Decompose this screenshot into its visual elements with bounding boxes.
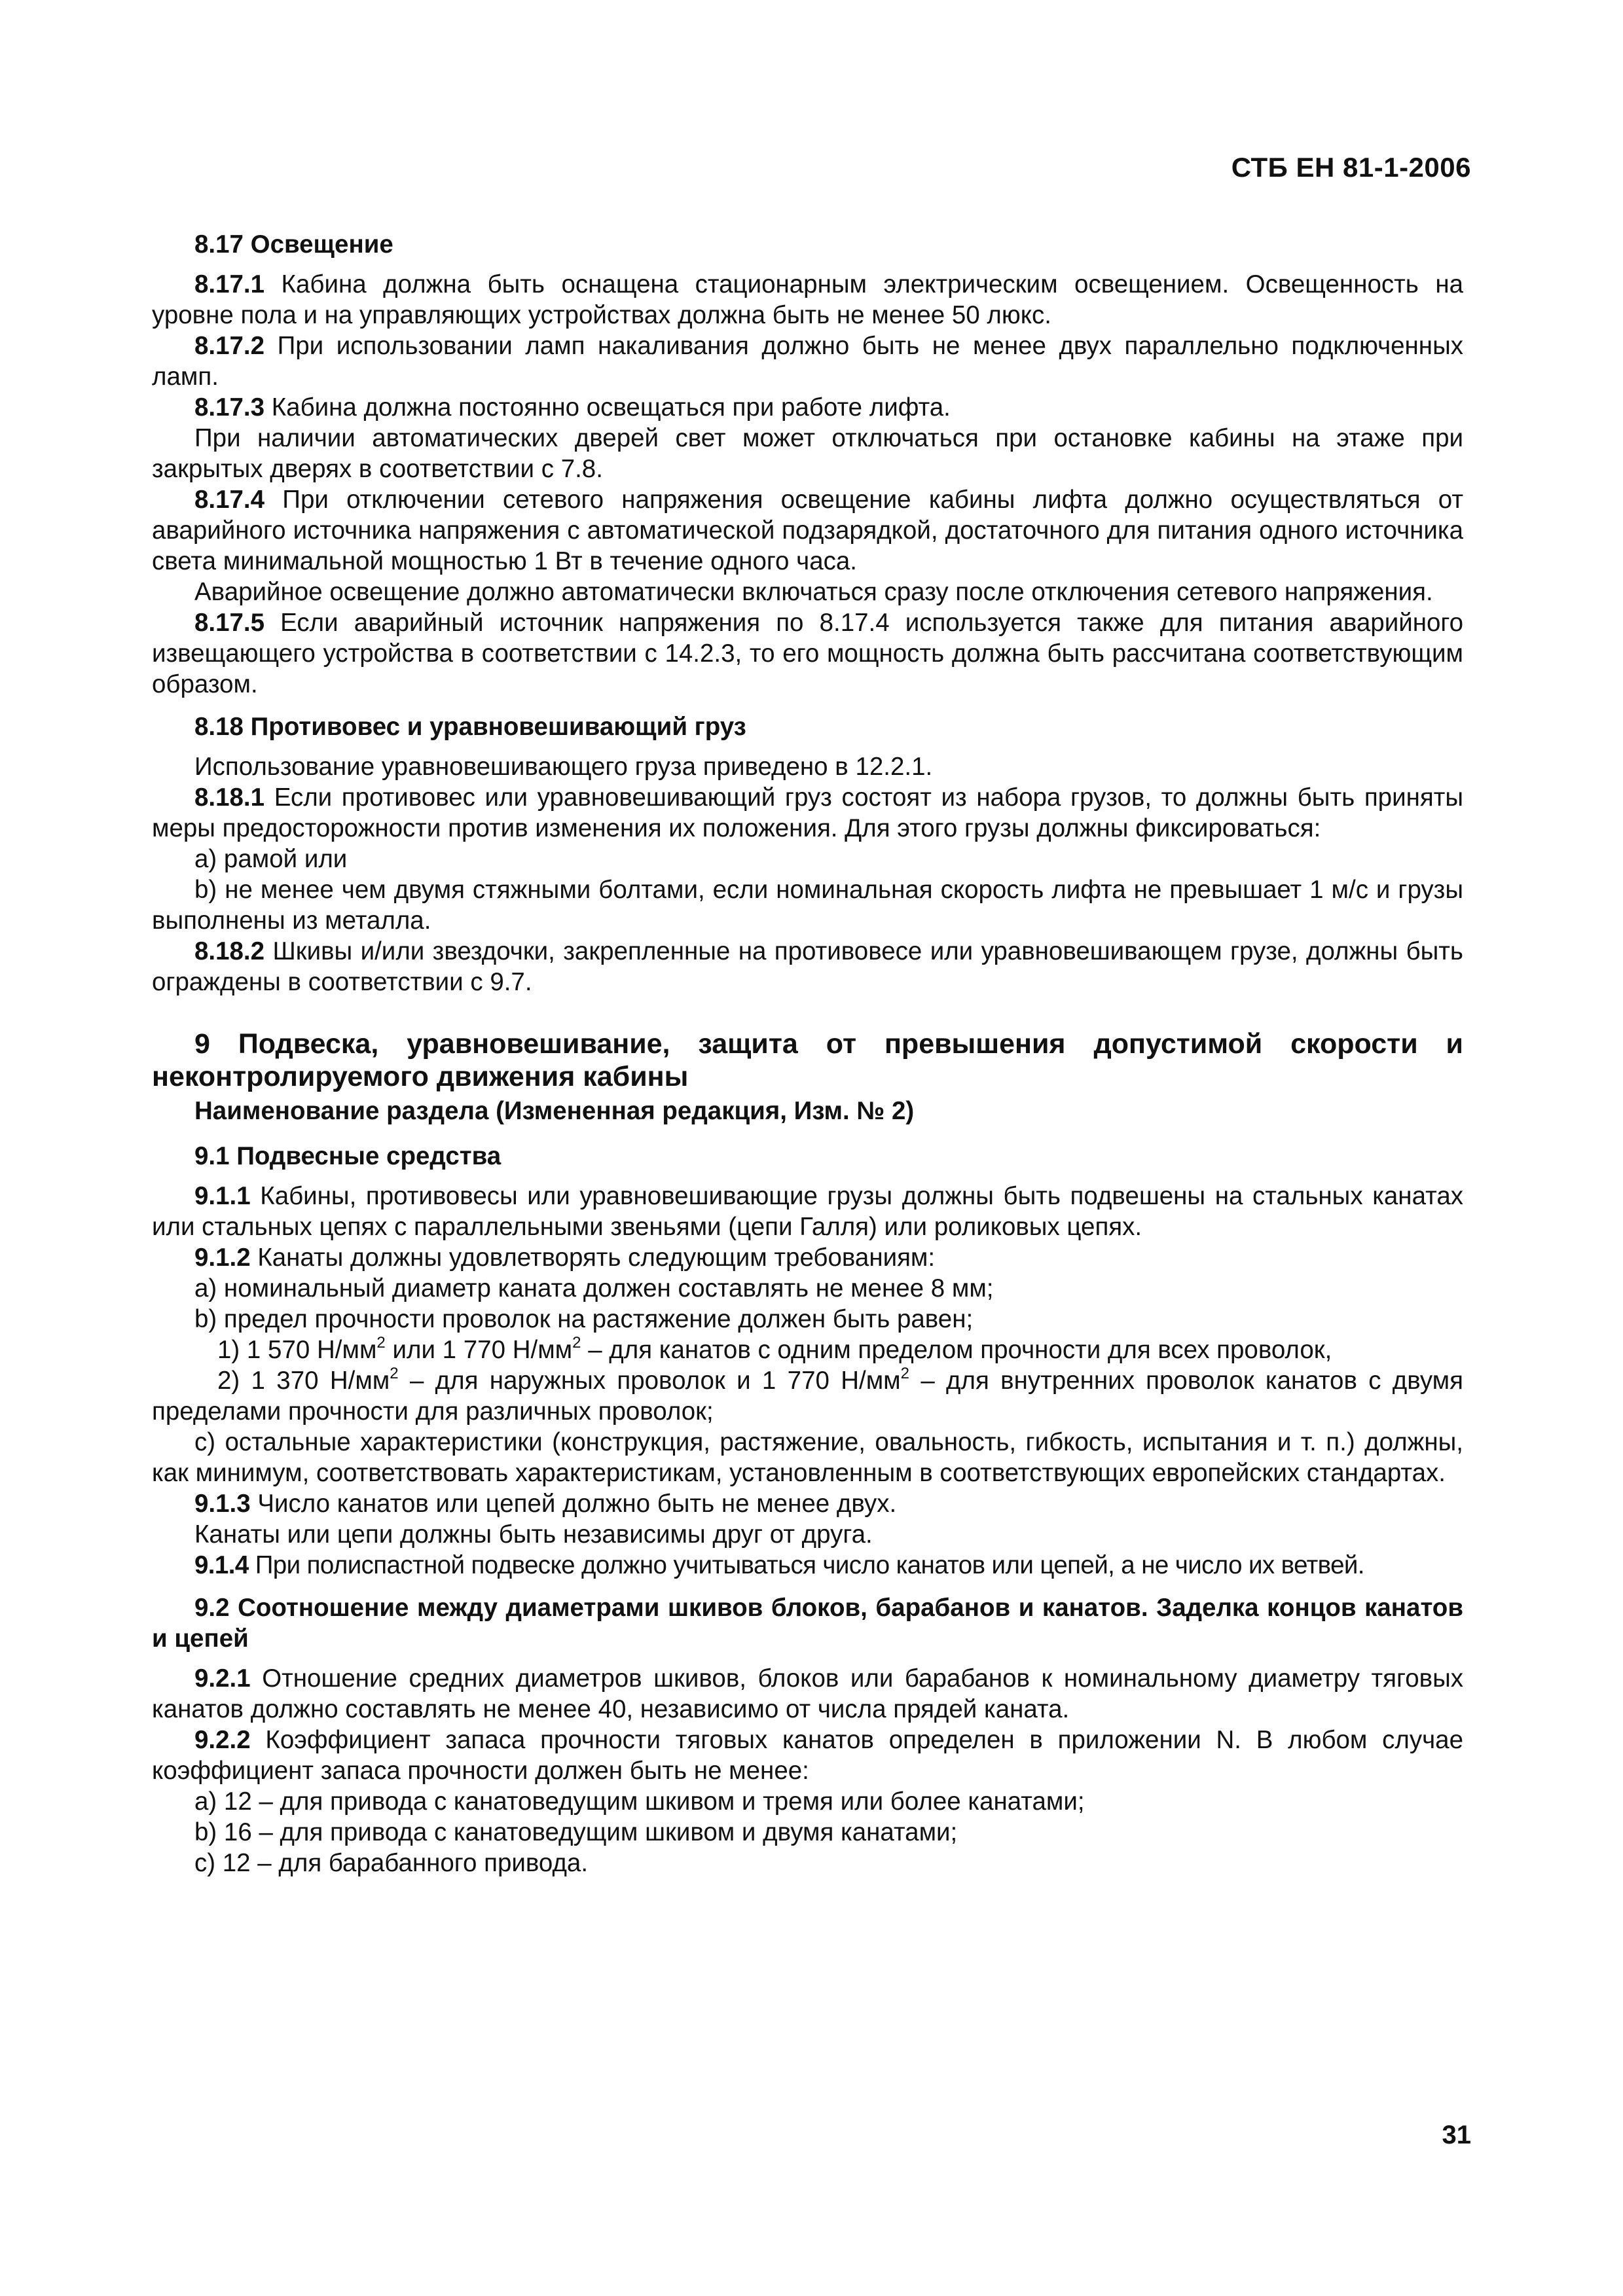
section-heading-8-18: 8.18 Противовес и уравновешивающий груз <box>194 713 746 741</box>
clause-number: 8.17.2 <box>194 332 265 360</box>
superscript: 2 <box>572 1334 581 1352</box>
paragraph-text: Число канатов или цепей должно быть не менее двух. <box>250 1490 897 1518</box>
clause-number: 9.2.1 <box>194 1664 251 1693</box>
chapter-heading-9: 9 Подвеска, уравновешивание, защита от превышения допустимой скорости и неконтролируемого движения кабины <box>152 1028 1463 1092</box>
paragraph-text: Кабины, противовесы или уравновешивающие грузы должны быть подвешены на стальных канатах или стальных цепях с параллельными звеньями (цепи Галля) или роликовых цепях. <box>152 1182 1463 1241</box>
section-heading-8-17: 8.17 Освещение <box>194 230 393 259</box>
list-item-a: a) 12 – для привода с канатоведущим шкивом и тремя или более канатами; <box>194 1787 1085 1816</box>
paragraph-text: При отключении сетевого напряжения освещение кабины лифта должно осуществляться от аварийного источника напряжения с автоматической подзарядкой, достаточного для питания одного источника света минимальной мощностью 1 Вт в течение одного часа. <box>152 486 1463 575</box>
paragraph-8-17-3 <box>152 392 1463 423</box>
text-run: – для внутренних проволок канатов с двумя пределами прочности для различных проволок; <box>152 1367 1463 1426</box>
list-item-a: a) рамой или <box>194 845 348 873</box>
section-heading-9-1: 9.1 Подвесные средства <box>194 1142 501 1170</box>
page-number: 31 <box>1442 2121 1471 2149</box>
clause-number: 9.2.2 <box>194 1726 251 1754</box>
paragraph-9-1-1 <box>152 1181 1463 1242</box>
text-run: 2) 1 370 Н/мм <box>217 1367 390 1395</box>
superscript: 2 <box>900 1365 910 1383</box>
paragraph-8-18-intro: Использование уравновешивающего груза приведено в 12.2.1. <box>194 753 933 781</box>
chapter-subtitle: Наименование раздела (Измененная редакция, Изм. № 2) <box>194 1097 915 1125</box>
paragraph-9-2-2 <box>152 1725 1463 1786</box>
clause-number: 9.1.4 <box>194 1551 249 1579</box>
paragraph-text: Кабина должна быть оснащена стационарным электрическим освещением. Освещенность на уровне пола и на управляющих устройствах должна быть не менее 50 люкс. <box>152 270 1463 329</box>
paragraph-9-2-1 <box>152 1663 1463 1725</box>
paragraph-text: Кабина должна постоянно освещаться при работе лифта. <box>264 393 951 422</box>
list-item-b-1 <box>152 1335 1463 1365</box>
paragraph-text: При использовании ламп накаливания должно быть не менее двух параллельно подключенных ламп. <box>152 332 1463 391</box>
text-run: – для наружных проволок и 1 770 Н/мм <box>398 1367 901 1395</box>
clause-number: 9.1.3 <box>194 1490 251 1518</box>
list-item-a: a) номинальный диаметр каната должен составлять не менее 8 мм; <box>194 1274 994 1302</box>
paragraph-text: Если аварийный источник напряжения по 8.17.4 используется также для питания аварийного извещающего устройства в соответствии с 14.2.3, то его мощность должна быть рассчитана соответствующим образом. <box>152 609 1463 698</box>
clause-number: 8.17.4 <box>194 486 265 514</box>
paragraph-text: Если противовес или уравновешивающий груз состоят из набора грузов, то должны быть приняты меры предосторожности против изменения их положения. Для этого грузы должны фиксироваться: <box>152 783 1463 842</box>
paragraph-text: Отношение средних диаметров шкивов, блоков или барабанов к номинальному диаметру тяговых канатов должно составлять не менее 40, независимо от числа прядей каната. <box>152 1664 1463 1723</box>
paragraph-9-1-3 <box>152 1488 1463 1519</box>
paragraph-8-18-1 <box>152 782 1463 844</box>
list-item-b-2 <box>152 1365 1463 1427</box>
clause-number: 9.1.2 <box>194 1244 251 1272</box>
superscript: 2 <box>390 1365 399 1383</box>
document-code: СТБ ЕН 81-1-2006 <box>1231 152 1471 183</box>
document-body <box>152 229 1463 1878</box>
paragraph-9-1-3-cont: Канаты или цепи должны быть независимы друг от друга. <box>194 1520 873 1549</box>
paragraph-text: Коэффициент запаса прочности тяговых канатов определен в приложении N. В любом случае коэффициент запаса прочности должен быть не менее: <box>152 1726 1463 1785</box>
text-run: – для канатов с одним пределом прочности для всех проволок, <box>581 1336 1332 1364</box>
list-item-c: c) остальные характеристики (конструкция, растяжение, овальность, гибкость, испытания и т. п.) должны, как минимум, соответствовать характеристикам, установленным в соответствующих европейских стандартах. <box>152 1428 1463 1487</box>
paragraph-8-17-2 <box>152 331 1463 392</box>
clause-number: 8.17.1 <box>194 270 265 298</box>
list-item-b: b) не менее чем двумя стяжными болтами, если номинальная скорость лифта не превышает 1 м/с и грузы выполнены из металла. <box>152 876 1463 935</box>
paragraph-text: При полиспастной подвеске должно учитываться число канатов или цепей, а не число их ветвей. <box>248 1551 1364 1579</box>
section-heading-9-2: 9.2 Соотношение между диаметрами шкивов блоков, барабанов и канатов. Заделка концов канатов и цепей <box>152 1594 1463 1653</box>
clause-number: 8.17.3 <box>194 393 265 422</box>
clause-number: 9.1.1 <box>194 1182 251 1210</box>
paragraph-9-1-2 <box>152 1242 1463 1273</box>
paragraph-text: Канаты должны удовлетворять следующим требованиям: <box>250 1244 936 1272</box>
paragraph-8-17-1 <box>152 269 1463 331</box>
paragraph-8-17-4-cont: Аварийное освещение должно автоматически включаться сразу после отключения сетевого напряжения. <box>194 578 1433 606</box>
paragraph-8-17-4 <box>152 484 1463 577</box>
text-run: или 1 770 Н/мм <box>385 1336 573 1364</box>
list-item-b: b) 16 – для привода с канатоведущим шкивом и двумя канатами; <box>194 1818 958 1846</box>
list-item-c: c) 12 – для барабанного привода. <box>194 1849 589 1877</box>
paragraph-8-17-5 <box>152 607 1463 700</box>
paragraph-8-18-2 <box>152 936 1463 997</box>
clause-number: 8.18.2 <box>194 937 265 965</box>
list-item-b: b) предел прочности проволок на растяжение должен быть равен; <box>194 1305 974 1333</box>
superscript: 2 <box>376 1334 386 1352</box>
paragraph-text: Шкивы и/или звездочки, закрепленные на противовесе или уравновешивающем грузе, должны быть ограждены в соответствии с 9.7. <box>152 937 1463 996</box>
paragraph-9-1-4 <box>152 1550 1463 1581</box>
paragraph-8-17-3-cont: При наличии автоматических дверей свет может отключаться при остановке кабины на этаже при закрытых дверях в соответствии с 7.8. <box>152 424 1463 483</box>
clause-number: 8.18.1 <box>194 783 265 812</box>
clause-number: 8.17.5 <box>194 609 265 637</box>
text-run: 1) 1 570 Н/мм <box>217 1336 377 1364</box>
